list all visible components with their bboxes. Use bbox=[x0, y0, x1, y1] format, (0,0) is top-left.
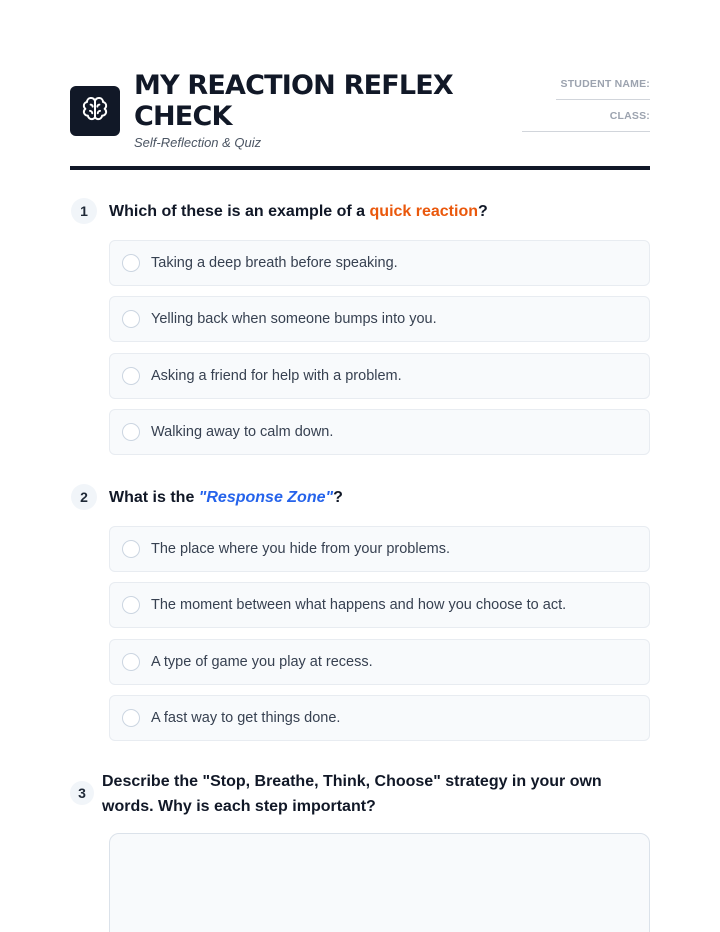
page-subtitle: Self-Reflection & Quiz bbox=[134, 135, 262, 150]
answer-option[interactable] bbox=[109, 639, 650, 685]
class-label: CLASS: bbox=[609, 110, 650, 122]
written-answer-field[interactable] bbox=[109, 833, 650, 932]
question-highlight: "Response Zone" bbox=[198, 489, 334, 506]
option-label: The moment between what happens and how you choose to act. bbox=[151, 597, 567, 613]
answer-option[interactable] bbox=[109, 296, 650, 342]
question-number-badge: 1 bbox=[71, 198, 97, 224]
radio-button[interactable] bbox=[122, 367, 140, 385]
header-divider bbox=[70, 166, 650, 170]
question-number-badge: 3 bbox=[70, 781, 94, 805]
radio-button[interactable] bbox=[122, 310, 140, 328]
option-label: The place where you hide from your problems. bbox=[151, 541, 451, 557]
radio-button[interactable] bbox=[122, 540, 140, 558]
student-name-line[interactable] bbox=[556, 99, 650, 100]
logo-badge bbox=[70, 86, 120, 136]
answer-option[interactable] bbox=[109, 240, 650, 286]
answer-option[interactable] bbox=[109, 695, 650, 741]
worksheet-header bbox=[70, 70, 650, 168]
question-text-start: What is the bbox=[109, 489, 199, 506]
option-label: A fast way to get things done. bbox=[151, 710, 341, 726]
class-line[interactable] bbox=[522, 131, 650, 132]
option-label: Asking a friend for help with a problem. bbox=[151, 368, 402, 384]
option-label: Yelling back when someone bumps into you. bbox=[151, 311, 437, 327]
question-text-start: Which of these is an example of a bbox=[109, 203, 370, 220]
answer-option[interactable] bbox=[109, 582, 650, 628]
radio-button[interactable] bbox=[122, 709, 140, 727]
radio-button[interactable] bbox=[122, 254, 140, 272]
option-label: Taking a deep breath before speaking. bbox=[151, 255, 398, 271]
page-title: MY REACTION REFLEX CHECK bbox=[134, 70, 453, 132]
option-label: Walking away to calm down. bbox=[151, 424, 334, 440]
question-text-end: ? bbox=[333, 489, 343, 506]
student-info bbox=[520, 78, 650, 142]
answer-option[interactable] bbox=[109, 353, 650, 399]
option-label: A type of game you play at recess. bbox=[151, 654, 373, 670]
question-text: Describe the "Stop, Breathe, Think, Choose" strategy in your own words. Why is each step important? bbox=[102, 773, 602, 815]
answer-option[interactable] bbox=[109, 409, 650, 455]
brain-icon bbox=[80, 94, 110, 129]
radio-button[interactable] bbox=[122, 423, 140, 441]
question-text bbox=[109, 485, 343, 510]
answer-option[interactable] bbox=[109, 526, 650, 572]
radio-button[interactable] bbox=[122, 596, 140, 614]
question-highlight: quick reaction bbox=[369, 203, 478, 220]
question-text-end: ? bbox=[478, 203, 488, 220]
question-number-badge: 2 bbox=[71, 484, 97, 510]
question-text bbox=[109, 199, 488, 224]
student-name-label: STUDENT NAME: bbox=[560, 78, 650, 90]
radio-button[interactable] bbox=[122, 653, 140, 671]
